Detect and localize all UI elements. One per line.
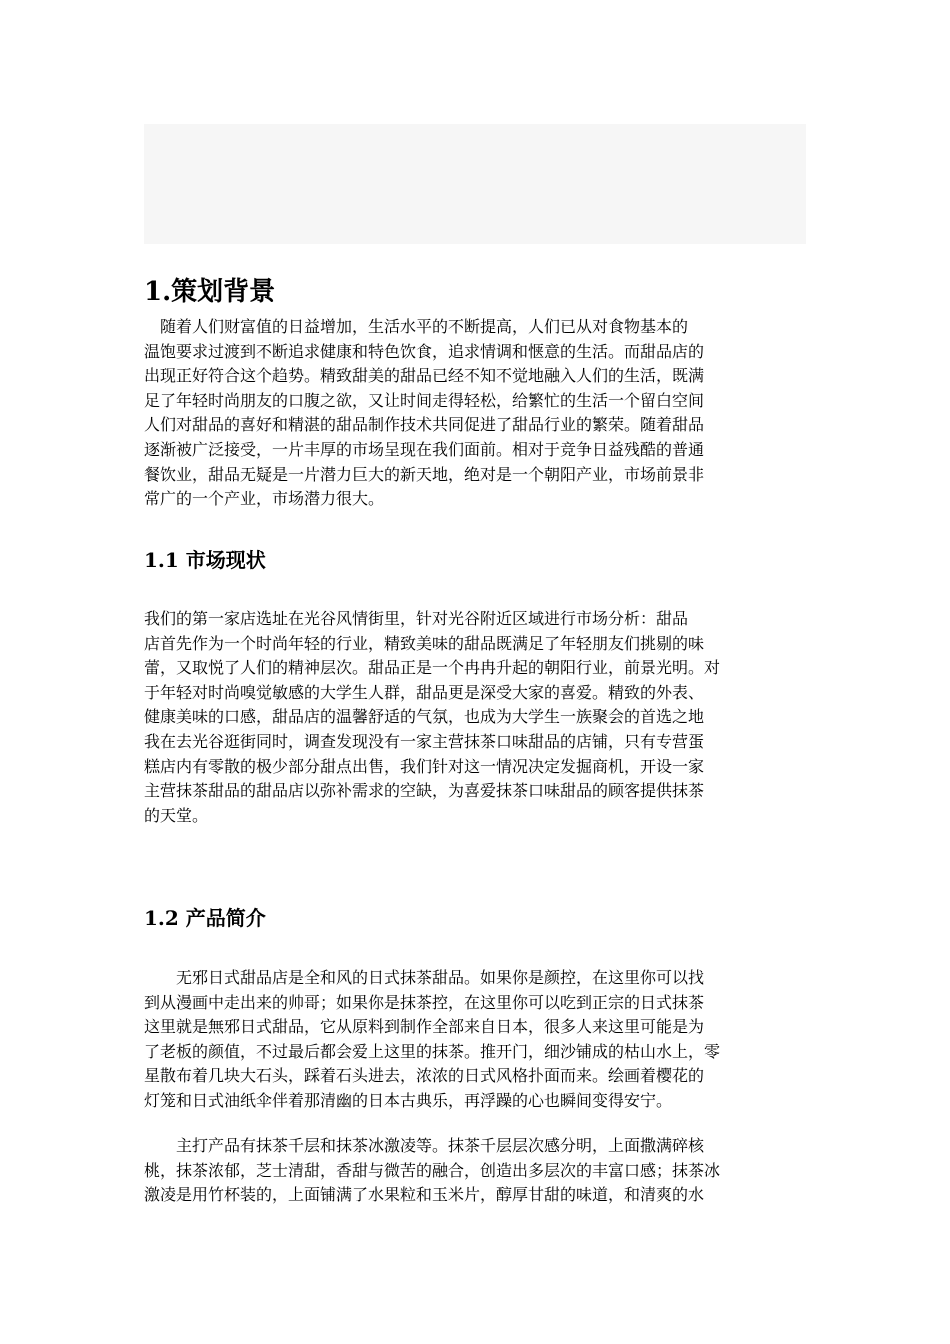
text-line: 随着人们财富值的日益增加，生活水平的不断提高，人们已从对食物基本的 [144, 317, 689, 336]
text-line: 店首先作为一个时尚年轻的行业，精致美味的甜品既满足了年轻朋友们挑剔的味 [144, 633, 705, 653]
text-line: 到从漫画中走出来的帅哥；如果你是抹茶控，在这里你可以吃到正宗的日式抹茶 [144, 992, 705, 1012]
section-heading-background: 1.策划背景 [144, 277, 276, 307]
text-line: 主打产品有抹茶千层和抹茶冰激凌等。抹茶千层层次感分明，上面撒满碎核 [144, 1136, 705, 1155]
paragraph-main-products [144, 1134, 808, 1208]
text-line: 于年轻对时尚嗅觉敏感的大学生人群，甜品更是深受大家的喜爱。精致的外表、 [144, 682, 705, 702]
text-line: 蕾，又取悦了人们的精神层次。甜品正是一个冉冉升起的朝阳行业，前景光明。对 [144, 658, 721, 678]
text-line: 餐饮业，甜品无疑是一片潜力巨大的新天地，绝对是一个朝阳产业，市场前景非 [144, 464, 705, 484]
text-line: 主营抹茶甜品的甜品店以弥补需求的空缺，为喜爱抹茶口味甜品的顾客提供抹茶 [144, 781, 705, 801]
text-line: 无邪日式甜品店是全和风的日式抹茶甜品。如果你是颜控，在这里你可以找 [144, 968, 705, 987]
section-heading-market: 1.1 市场现状 [144, 548, 266, 572]
text-line: 人们对甜品的喜好和精湛的甜品制作技术共同促进了甜品行业的繁荣。随着甜品 [144, 415, 705, 435]
text-line: 出现正好符合这个趋势。精致甜美的甜品已经不知不觉地融入人们的生活，既满 [144, 366, 705, 386]
text-line: 逐渐被广泛接受，一片丰厚的市场呈现在我们面前。相对于竞争日益残酷的普通 [144, 439, 705, 459]
text-line: 温饱要求过渡到不断追求健康和特色饮食，追求情调和惬意的生活。而甜品店的 [144, 341, 705, 361]
text-line: 的天堂。 [144, 805, 209, 825]
text-line: 激凌是用竹杯装的，上面铺满了水果粒和玉米片，醇厚甘甜的味道，和清爽的水 [144, 1185, 705, 1205]
text-line: 健康美味的口感，甜品店的温馨舒适的气氛，也成为大学生一族聚会的首选之地 [144, 707, 705, 727]
paragraph-product-intro [144, 966, 808, 1114]
text-line: 我们的第一家店选址在光谷风情街里，针对光谷附近区域进行市场分析：甜品 [144, 609, 689, 628]
text-line: 我在去光谷逛街同时，调查发现没有一家主营抹茶口味甜品的店铺，只有专营蛋 [144, 731, 705, 751]
header-image-placeholder [144, 124, 806, 244]
text-line: 桃，抹茶浓郁，芝士清甜，香甜与微苦的融合，创造出多层次的丰富口感；抹茶冰 [144, 1160, 721, 1180]
paragraph-background [144, 315, 808, 512]
paragraph-market [144, 607, 808, 828]
text-line: 常广的一个产业，市场潜力很大。 [144, 489, 385, 509]
text-line: 灯笼和日式油纸伞伴着那清幽的日本古典乐，再浮躁的心也瞬间变得安宁。 [144, 1090, 673, 1110]
section-heading-product: 1.2 产品简介 [144, 906, 266, 930]
text-line: 了老板的颜值，不过最后都会爱上这里的抹茶。推开门，细沙铺成的枯山水上，零 [144, 1041, 721, 1061]
text-line: 星散布着几块大石头，踩着石头进去，浓浓的日式风格扑面而来。绘画着樱花的 [144, 1066, 705, 1086]
text-line: 足了年轻时尚朋友的口腹之欲，又让时间走得轻松，给繁忙的生活一个留白空间 [144, 390, 705, 410]
text-line: 糕店内有零散的极少部分甜点出售，我们针对这一情况决定发掘商机，开设一家 [144, 756, 705, 776]
text-line: 这里就是無邪日式甜品，它从原料到制作全部来自日本，很多人来这里可能是为 [144, 1017, 705, 1037]
